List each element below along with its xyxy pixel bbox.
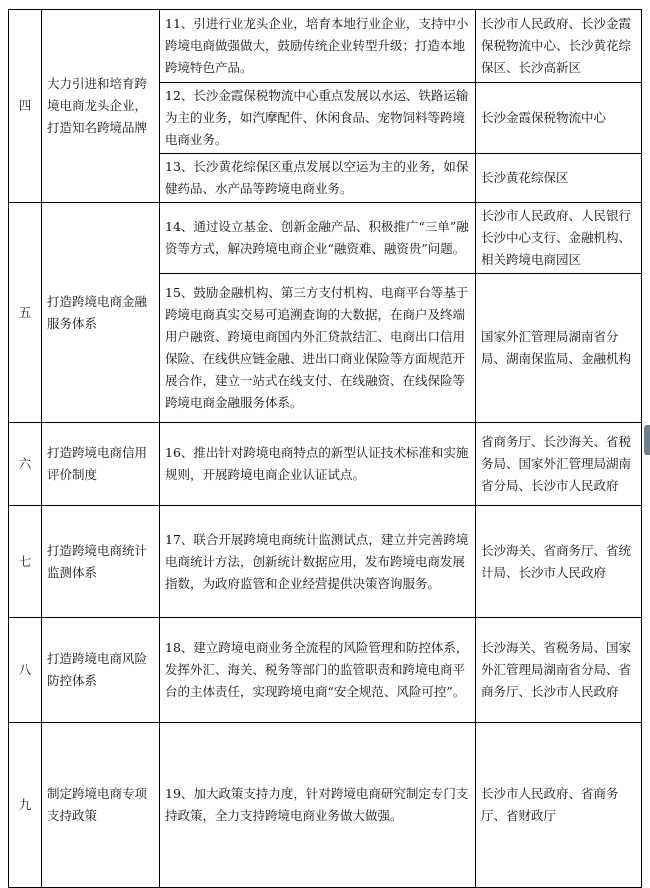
table-row bbox=[9, 203, 642, 274]
department-cell: 长沙海关、省税务局、国家外汇管理局湖南省分局、省商务厅、长沙市人民政府 bbox=[476, 618, 642, 723]
row-number: 七 bbox=[9, 506, 42, 618]
row-number: 六 bbox=[9, 423, 42, 506]
measure-cell: 16、推出针对跨境电商特点的新型认证技术标准和实施规则，开展跨境电商企业认证试点。 bbox=[160, 423, 476, 506]
task-cell: 大力引进和培育跨境电商龙头企业，打造知名跨境品牌 bbox=[42, 10, 160, 203]
table-row bbox=[9, 723, 642, 888]
measure-cell: 19、加大政策支持力度，针对跨境电商研究制定专门支持政策，全力支持跨境电商业务做大做强。 bbox=[160, 723, 476, 888]
task-cell: 打造跨境电商信用评价制度 bbox=[42, 423, 160, 506]
measure-cell: 17、联合开展跨境电商统计监测试点，建立并完善跨境电商统计方法，创新统计数据应用，发布跨境电商发展指数，为政府监管和企业经营提供决策咨询服务。 bbox=[160, 506, 476, 618]
table-row bbox=[9, 506, 642, 618]
department-cell: 省商务厅、长沙海关、省税务局、国家外汇管理局湖南省分局、长沙市人民政府 bbox=[476, 423, 642, 506]
department-cell: 长沙市人民政府、长沙金霞保税物流中心、长沙黄花综保区、长沙高新区 bbox=[476, 10, 642, 83]
department-cell: 长沙金霞保税物流中心 bbox=[476, 83, 642, 154]
side-panel-handle[interactable] bbox=[644, 425, 650, 455]
department-cell: 长沙市人民政府、省商务厅、省财政厅 bbox=[476, 723, 642, 888]
row-number: 五 bbox=[9, 203, 42, 423]
row-number: 八 bbox=[9, 618, 42, 723]
task-cell: 制定跨境电商专项支持政策 bbox=[42, 723, 160, 888]
task-cell: 打造跨境电商金融服务体系 bbox=[42, 203, 160, 423]
measure-cell: 15、鼓励金融机构、第三方支付机构、电商平台等基于跨境电商真实交易可追溯查询的大数据，在商户及终端用户融资、跨境电商国内外汇贷款结汇、电商出口信用保险、在线供应链金融、进出口商业保险等方面规范开展合作，建立一站式在线支付、在线融资、在线保险等跨境电商金融服务体系。 bbox=[160, 274, 476, 423]
measure-cell: 12、长沙金霞保税物流中心重点发展以水运、铁路运输为主的业务，如汽摩配件、休闲食品、宠物饲料等跨境电商业务。 bbox=[160, 83, 476, 154]
department-cell: 国家外汇管理局湖南省分局、湖南保监局、金融机构 bbox=[476, 274, 642, 423]
task-cell: 打造跨境电商统计监测体系 bbox=[42, 506, 160, 618]
policy-table bbox=[8, 9, 642, 888]
task-cell: 打造跨境电商风险防控体系 bbox=[42, 618, 160, 723]
department-cell: 长沙海关、省商务厅、省统计局、长沙市人民政府 bbox=[476, 506, 642, 618]
department-cell: 长沙市人民政府、人民银行长沙中心支行、金融机构、相关跨境电商园区 bbox=[476, 203, 642, 274]
row-number: 九 bbox=[9, 723, 42, 888]
measure-cell: 11、引进行业龙头企业，培育本地行业企业，支持中小跨境电商做强做大，鼓励传统企业转型升级；打造本地跨境特色产品。 bbox=[160, 10, 476, 83]
department-cell: 长沙黄花综保区 bbox=[476, 154, 642, 203]
measure-cell: 13、长沙黄花综保区重点发展以空运为主的业务，如保健药品、水产品等跨境电商业务。 bbox=[160, 154, 476, 203]
measure-cell: 18、建立跨境电商业务全流程的风险管理和防控体系，发挥外汇、海关、税务等部门的监管职责和跨境电商平台的主体责任，实现跨境电商“安全规范、风险可控”。 bbox=[160, 618, 476, 723]
table-row bbox=[9, 618, 642, 723]
table-row bbox=[9, 423, 642, 506]
table-row bbox=[9, 10, 642, 83]
row-number: 四 bbox=[9, 10, 42, 203]
measure-cell: 14、通过设立基金、创新金融产品、积极推广“三单”融资等方式，解决跨境电商企业“融资难、融资贵”问题。 bbox=[160, 203, 476, 274]
